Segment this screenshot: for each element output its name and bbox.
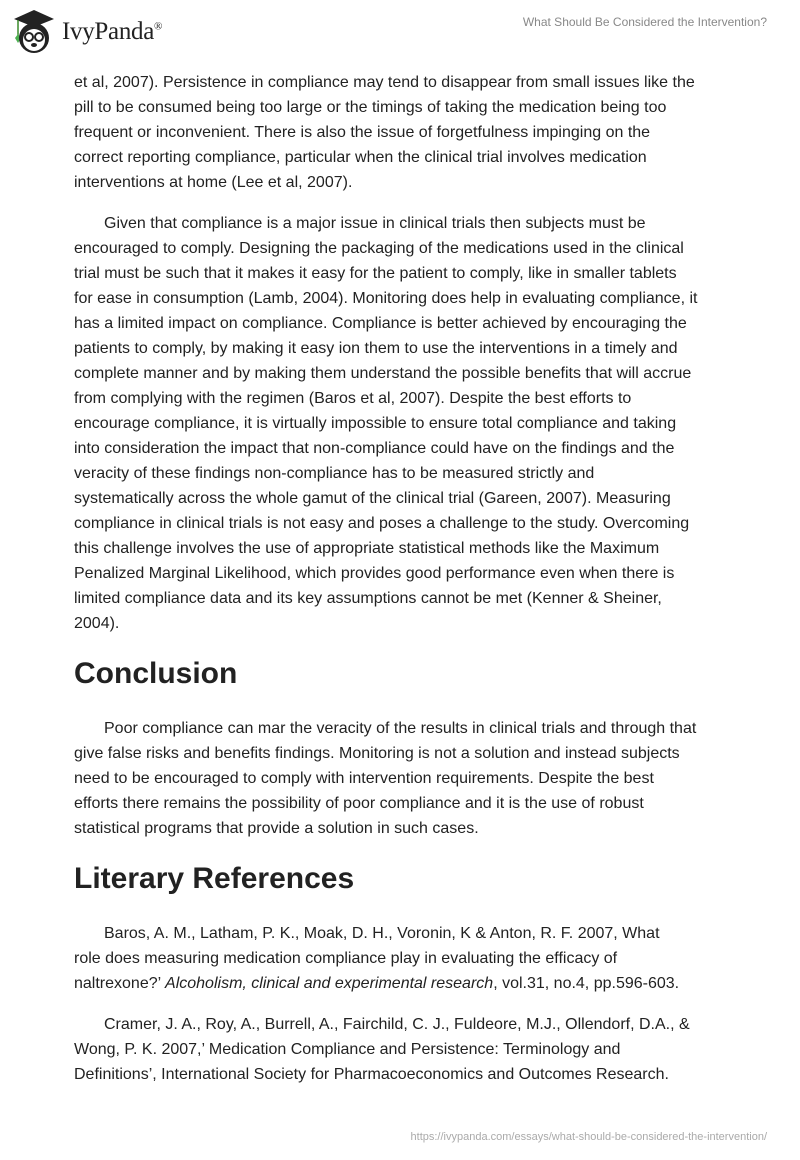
page-header	[0, 0, 800, 60]
reference-item: Cramer, J. A., Roy, A., Burrell, A., Fairchild, C. J., Fuldeore, M.J., Ollendorf, D.A., & Wong, P. K. 2007,’ Medication Compliance and Persistence: Terminology and Definitions’, International Society for Pharmacoeconomics and Outcomes Research.	[74, 1016, 690, 1083]
document-title: What Should Be Considered the Intervention?	[522, 15, 767, 29]
paragraph: Given that compliance is a major issue in clinical trials then subjects must be encouraged to comply. Designing the packaging of the medications used in the clinical trial must be such that it makes it easy for the patient to comply, like in smaller tablets for ease in consumption (Lamb, 2004). Monitoring does help in evaluating compliance, it has a limited impact on compliance. Compliance is better achieved by encouraging the patients to comply, by making it easy ion them to use the interventions in a timely and complete manner and by making them understand the possible benefits that will accrue from complying with the regimen (Baros et al, 2007). Despite the best efforts to encourage compliance, it is virtually impossible to ensure total compliance and taking into consideration the impact that non-compliance could have on the findings and the veracity of these findings non-compliance has to be measured strictly and systematically across the whole gamut of the clinical trial (Gareen, 2007). Measuring compliance in clinical trials is not easy and poses a challenge to the study. Overcoming this challenge involves the use of appropriate statistical methods like the Maximum Penalized Marginal Likelihood, which provides good performance even when there is limited compliance data and its key assumptions cannot be met (Kenner & Sheiner, 2004).	[74, 215, 698, 632]
reference-item: Baros, A. M., Latham, P. K., Moak, D. H., Voronin, K & Anton, R. F. 2007, What role does measuring medication compliance play in evaluating the efficacy of naltrexone?’ Alcoholism, clinical and experimental research, vol.31, no.4, pp.596-603.	[74, 925, 680, 992]
paragraph: Poor compliance can mar the veracity of the results in clinical trials and through that give false risks and benefits findings. Monitoring is not a solution and instead subjects need to be encouraged to comply with intervention requirements. Despite the best efforts there remains the possibility of poor compliance and it is the use of robust statistical programs that provide a solution in such cases.	[74, 720, 697, 837]
logo-text: IvyPanda®	[62, 18, 163, 45]
panda-graduate-icon	[12, 8, 56, 56]
essay-body	[74, 70, 734, 1103]
references-heading: Literary References	[74, 862, 355, 895]
ivypanda-logo[interactable]	[12, 8, 162, 56]
source-url[interactable]: https://ivypanda.com/essays/what-should-be-considered-the-intervention/	[410, 1131, 767, 1143]
conclusion-heading: Conclusion	[74, 657, 238, 690]
paragraph: et al, 2007). Persistence in compliance may tend to disappear from small issues like the pill to be consumed being too large or the timings of taking the medication being too frequent or inconvenient. There is also the issue of forgetfulness impinging on the correct reporting compliance, particular when the clinical trial involves medication interventions at home (Lee et al, 2007).	[74, 74, 695, 191]
